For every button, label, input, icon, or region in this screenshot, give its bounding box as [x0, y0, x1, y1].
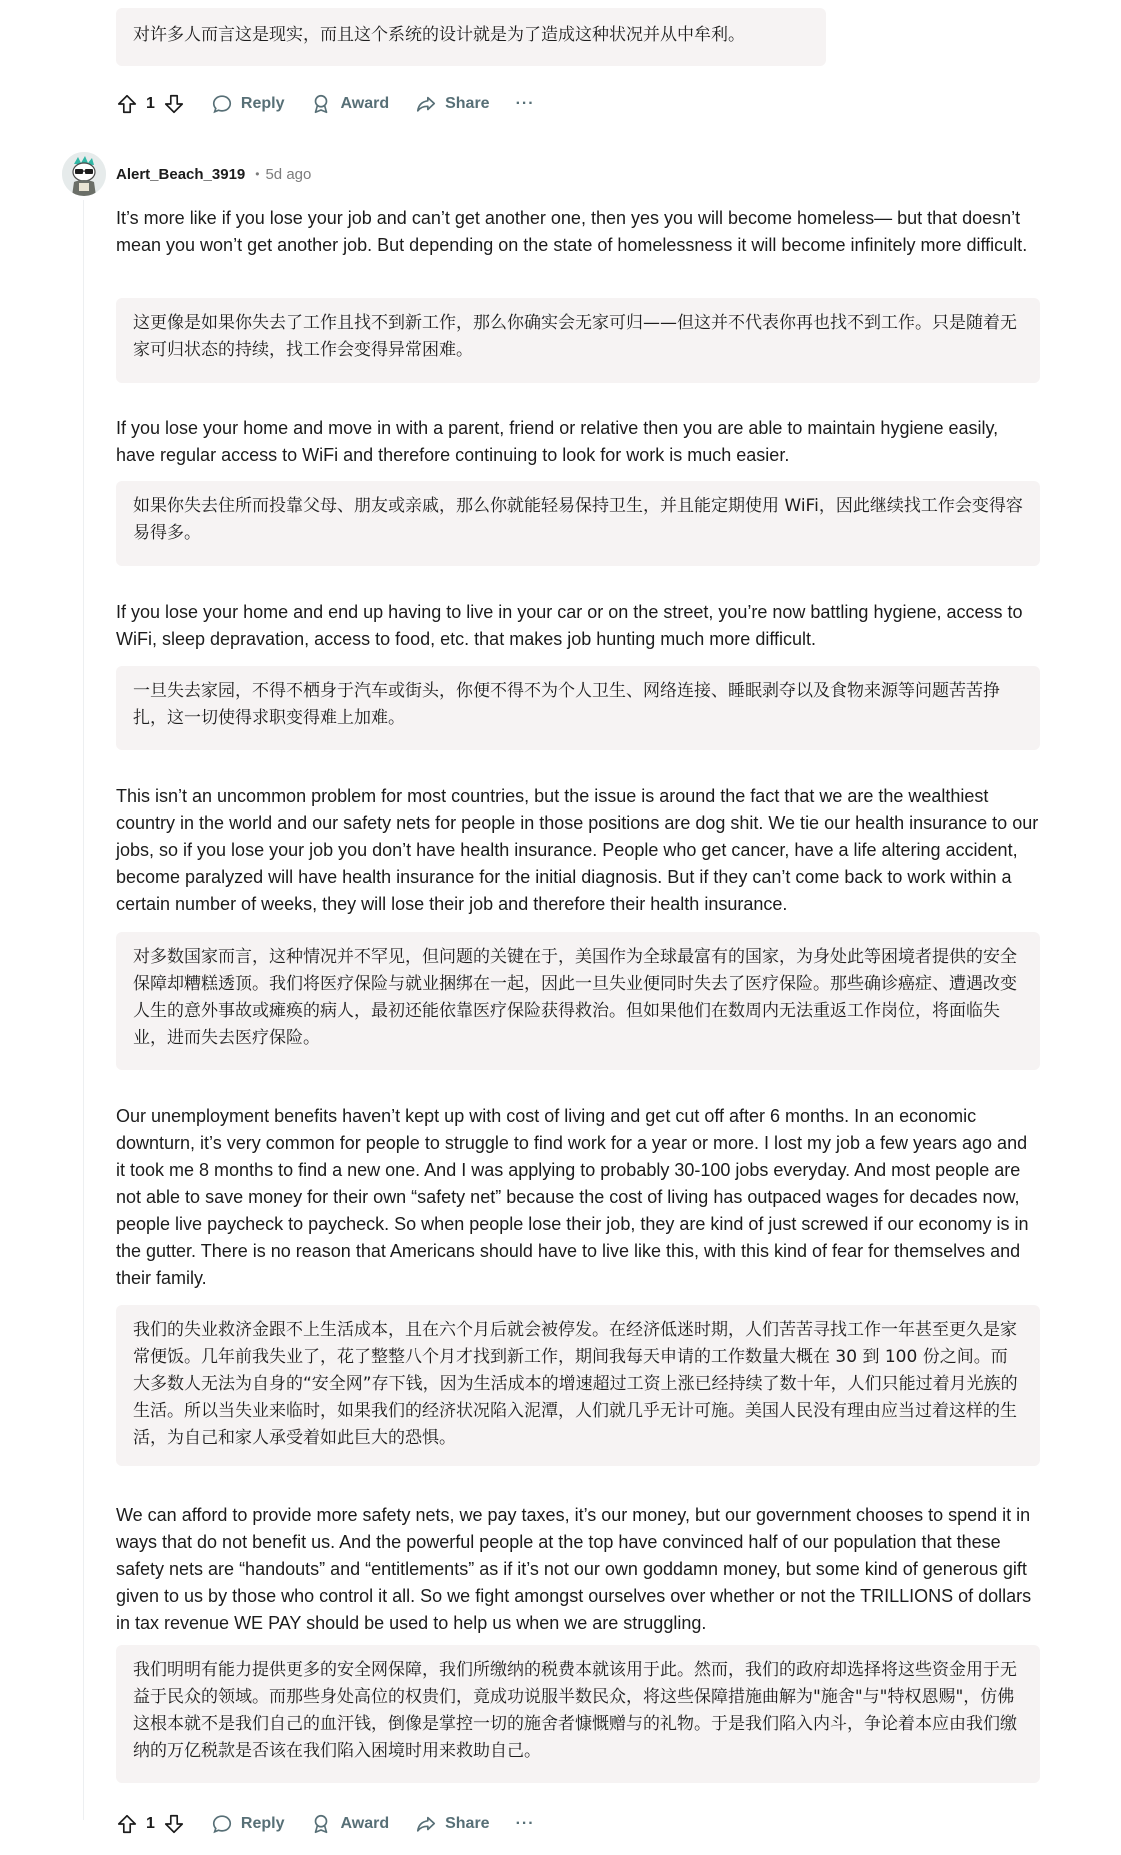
more-options-button[interactable]	[516, 1815, 535, 1833]
parent-translation-box	[116, 8, 826, 66]
more-icon: ···	[515, 1815, 535, 1832]
comment-paragraph	[116, 599, 1040, 653]
comment-vote	[116, 1813, 185, 1835]
award-button[interactable]	[310, 93, 389, 115]
reply-icon	[211, 1813, 233, 1835]
translation-box	[116, 932, 1040, 1070]
award-button[interactable]	[310, 1813, 389, 1835]
downvote-icon[interactable]	[163, 93, 185, 115]
vote-count: 1	[146, 95, 155, 112]
comment-timestamp[interactable]: 5d ago	[265, 165, 312, 183]
translation-text: 对多数国家而言，这种情况并不罕见，但问题的关键在于，美国作为全球最富有的国家，为身处此等困境者提供的安全保障却糟糕透顶。我们将医疗保险与就业捆绑在一起，因此一旦失业便同时失去了医疗保险。那些确诊癌症、遭遇改变人生的意外事故或瘫痪的病人，最初还能依靠医疗保险获得救治。但如果他们在数周内无法重返工作岗位，将面临失业，进而失去医疗保险。	[133, 947, 1017, 1048]
paragraph-text: If you lose your home and move in with a parent, friend or relative then you are able to maintain hygiene easily, have regular access to WiFi and therefore continuing to look for work is much easier.	[116, 418, 999, 465]
reply-icon	[211, 93, 233, 115]
comment-action-bar	[116, 1810, 561, 1838]
share-button[interactable]	[415, 1813, 489, 1835]
share-label: Share	[445, 1815, 490, 1832]
meta-separator: •	[255, 167, 260, 181]
reply-label: Reply	[240, 95, 285, 112]
translation-text: 这更像是如果你失去了工作且找不到新工作，那么你确实会无家可归——但这并不代表你再也找不到工作。只是随着无家可归状态的持续，找工作会变得异常困难。	[133, 313, 1017, 360]
more-icon: ···	[515, 95, 535, 112]
translation-box	[116, 1645, 1040, 1783]
translation-box	[116, 481, 1040, 566]
paragraph-text: This isn’t an uncommon problem for most countries, but the issue is around the fact that we are the wealthiest country in the world and our safety nets for people in those positions are dog shit. We tie our health insurance to our jobs, so if you lose your job you don’t have health insurance. People who get cancer, have a life altering accident, become paralyzed will have health insurance for the initial diagnosis. But if they can’t come back to work within a certain number of weeks, they will lose their job and therefore their health insurance.	[116, 786, 1039, 914]
paragraph-text: Our unemployment benefits haven’t kept up with cost of living and get cut off after 6 months. In an economic downturn, it’s very common for people to struggle to find work for a year or more. I lost my job a few years ago and it took me 8 months to find a new one. And I was applying to probably 30-100 jobs everyday. And most people are not able to save money for their own “safety net” because the cost of living has outpaced wages for decades now, people live paycheck to paycheck. So when people lose their job, they are kind of just screwed if our economy is in the gutter. There is no reason that Americans should have to live like this, with this kind of fear for themselves and their family.	[116, 1106, 1029, 1288]
translation-text: 我们的失业救济金跟不上生活成本，且在六个月后就会被停发。在经济低迷时期，人们苦苦寻找工作一年甚至更久是家常便饭。几年前我失业了，花了整整八个月才找到新工作，期间我每天申请的工作数量大概在 30 到 100 份之间。而大多数人无法为自身的“安全网”存下钱，因为生活成本的增速超过工资上涨已经持续了数十年，人们只能过着月光族的生活。所以当失业来临时，如果我们的经济状况陷入泥潭，人们就几乎无计可施。美国人民没有理由应当过着这样的生活，为自己和家人承受着如此巨大的恐惧。	[133, 1320, 1018, 1448]
comment-paragraph	[116, 783, 1040, 918]
share-icon	[415, 93, 437, 115]
award-label: Award	[340, 1815, 390, 1832]
upvote-icon[interactable]	[116, 1813, 138, 1835]
comment-paragraph	[116, 415, 1040, 469]
more-options-button[interactable]	[516, 95, 535, 113]
award-icon	[310, 93, 332, 115]
snoo-avatar-icon	[62, 152, 106, 196]
upvote-icon[interactable]	[116, 93, 138, 115]
reply-label: Reply	[240, 1815, 285, 1832]
paragraph-text: If you lose your home and end up having to live in your car or on the street, you’re now battling hygiene, access to WiFi, sleep depravation, access to food, etc. that makes job hunting much more difficult.	[116, 602, 1023, 649]
reply-button[interactable]	[211, 93, 285, 115]
translation-box	[116, 666, 1040, 750]
comment-header	[62, 152, 311, 196]
vote-count: 1	[146, 1815, 155, 1832]
comment-paragraph	[116, 1103, 1040, 1292]
share-button[interactable]	[415, 93, 489, 115]
parent-action-bar	[116, 90, 561, 118]
parent-translation-text: 对许多人而言这是现实，而且这个系统的设计就是为了造成这种状况并从中牟利。	[133, 25, 745, 45]
share-icon	[415, 1813, 437, 1835]
translation-text: 一旦失去家园，不得不栖身于汽车或街头，你便不得不为个人卫生、网络连接、睡眠剥夺以及食物来源等问题苦苦挣扎，这一切使得求职变得难上加难。	[133, 681, 1000, 728]
award-icon	[310, 1813, 332, 1835]
award-label: Award	[340, 95, 390, 112]
comment-paragraph	[116, 205, 1040, 259]
downvote-icon[interactable]	[163, 1813, 185, 1835]
avatar[interactable]	[62, 152, 106, 196]
translation-box	[116, 1305, 1040, 1466]
reply-button[interactable]	[211, 1813, 285, 1835]
share-label: Share	[445, 95, 490, 112]
parent-vote	[116, 93, 185, 115]
translation-text: 如果你失去住所而投靠父母、朋友或亲戚，那么你就能轻易保持卫生，并且能定期使用 WiFi，因此继续找工作会变得容易得多。	[133, 496, 1023, 543]
comment-paragraph	[116, 1502, 1040, 1637]
translation-box	[116, 298, 1040, 383]
paragraph-text: It’s more like if you lose your job and can’t get another one, then yes you will become homeless— but that doesn’t mean you won’t get another job. But depending on the state of homelessness it will become infinitely more difficult.	[116, 208, 1028, 255]
author-username[interactable]: Alert_Beach_3919	[116, 165, 246, 183]
translation-text: 我们明明有能力提供更多的安全网保障，我们所缴纳的税费本就该用于此。然而，我们的政府却选择将这些资金用于无益于民众的领域。而那些身处高位的权贵们，竟成功说服半数民众，将这些保障措施曲解为"施舍"与"特权恩赐"，仿佛这根本就不是我们自己的血汗钱，倒像是掌控一切的施舍者慷慨赠与的礼物。于是我们陷入内斗，争论着本应由我们缴纳的万亿税款是否该在我们陷入困境时用来救助自己。	[133, 1660, 1017, 1761]
thread-line[interactable]	[83, 200, 84, 1820]
paragraph-text: We can afford to provide more safety nets, we pay taxes, it’s our money, but our government chooses to spend it in ways that do not benefit us. And the powerful people at the top have convinced half of our population that these safety nets are “handouts” and “entitlements” as if it’s not our own goddamn money, but some kind of generous gift given to us by those who control it all. So we fight amongst ourselves over whether or not the TRILLIONS of dollars in tax revenue WE PAY should be used to help us when we are struggling.	[116, 1505, 1032, 1633]
